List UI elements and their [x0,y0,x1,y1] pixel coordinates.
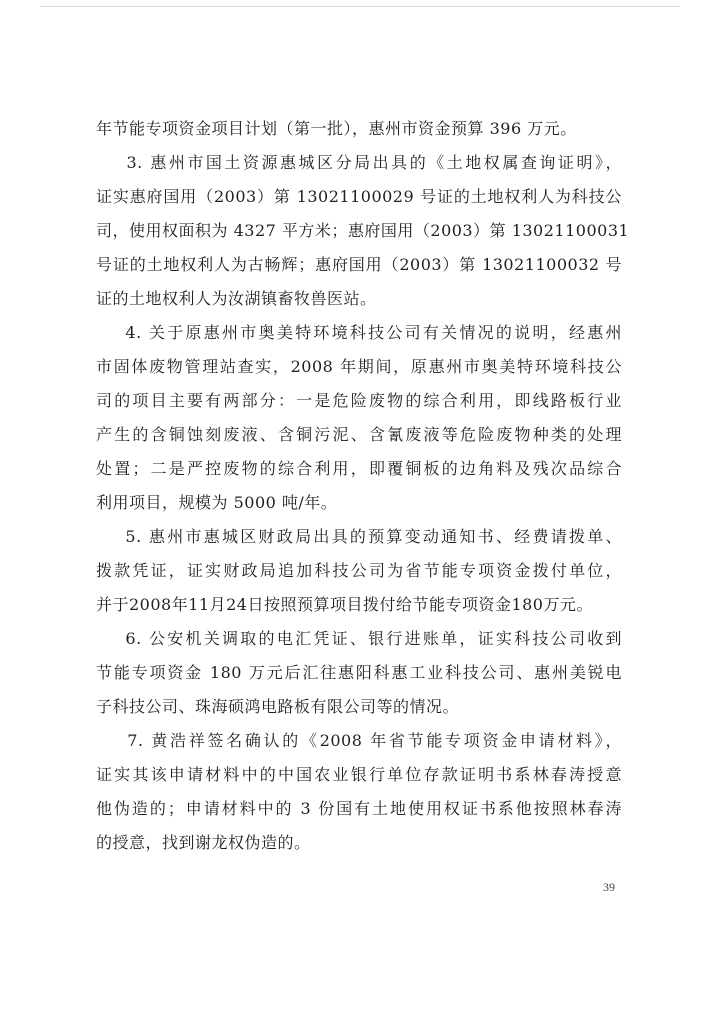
paragraph-item-7 [96,724,622,860]
top-edge-line [40,6,680,7]
text-line: 证实惠府国用（2003）第 13021100029 号证的土地权利人为科技公 [96,187,622,206]
text-line: 年节能专项资金项目计划（第一批），惠州市资金预算 396 万元。 [96,119,577,138]
text-line: 子科技公司、珠海硕鸿电路板有限公司等的情况。 [96,697,460,716]
text-line: 7. 黄浩祥签名确认的《2008 年省节能专项资金申请材料》， [96,731,622,750]
text-line: 市固体废物管理站查实，2008 年期间，原惠州市奥美特环境科技公 [96,357,622,376]
page-number: 39 [603,880,615,894]
body-text [96,112,630,860]
text-line: 司，使用权面积为 4327 平方米；惠府国用（2003）第 13021100031 [96,221,630,240]
text-line: 的授意，找到谢龙权伪造的。 [96,833,311,852]
text-line: 节能专项资金 180 万元后汇往惠阳科惠工业科技公司、惠州美锐电 [96,663,622,682]
text-line: 6. 公安机关调取的电汇凭证、银行进账单，证实科技公司收到 [96,629,622,648]
paragraph-item-6 [96,622,622,724]
text-line: 司的项目主要有两部分：一是危险废物的综合利用，即线路板行业 [96,391,622,410]
text-line: 处置；二是严控废物的综合利用，即覆铜板的边角料及残次品综合 [96,459,622,478]
text-line: 5. 惠州市惠城区财政局出具的预算变动通知书、经费请拨单、 [96,527,622,546]
paragraph-item-4 [96,316,622,520]
text-line: 3. 惠州市国土资源惠城区分局出具的《土地权属查询证明》， [96,153,622,172]
paragraph-item-3 [96,146,630,316]
text-line: 证实其该申请材料中的中国农业银行单位存款证明书系林春涛授意 [96,765,622,784]
paragraph-1 [96,112,622,146]
text-line: 证的土地权利人为汝湖镇畜牧兽医站。 [96,289,377,308]
paragraph-item-5 [96,520,622,622]
text-line: 产生的含铜蚀刻废液、含铜污泥、含氰废液等危险废物种类的处理 [96,425,622,444]
text-line: 4. 关于原惠州市奥美特环境科技公司有关情况的说明，经惠州 [96,323,622,342]
text-line: 拨款凭证，证实财政局追加科技公司为省节能专项资金拨付单位， [96,561,622,580]
text-line: 号证的土地权利人为古畅辉；惠府国用（2003）第 13021100032 号 [96,255,622,274]
text-line: 他伪造的；申请材料中的 3 份国有土地使用权证书系他按照林春涛 [96,799,622,818]
text-line: 并于2008年11月24日按照预算项目拨付给节能专项资金180万元。 [96,595,593,614]
text-line: 利用项目，规模为 5000 吨/年。 [96,493,338,512]
